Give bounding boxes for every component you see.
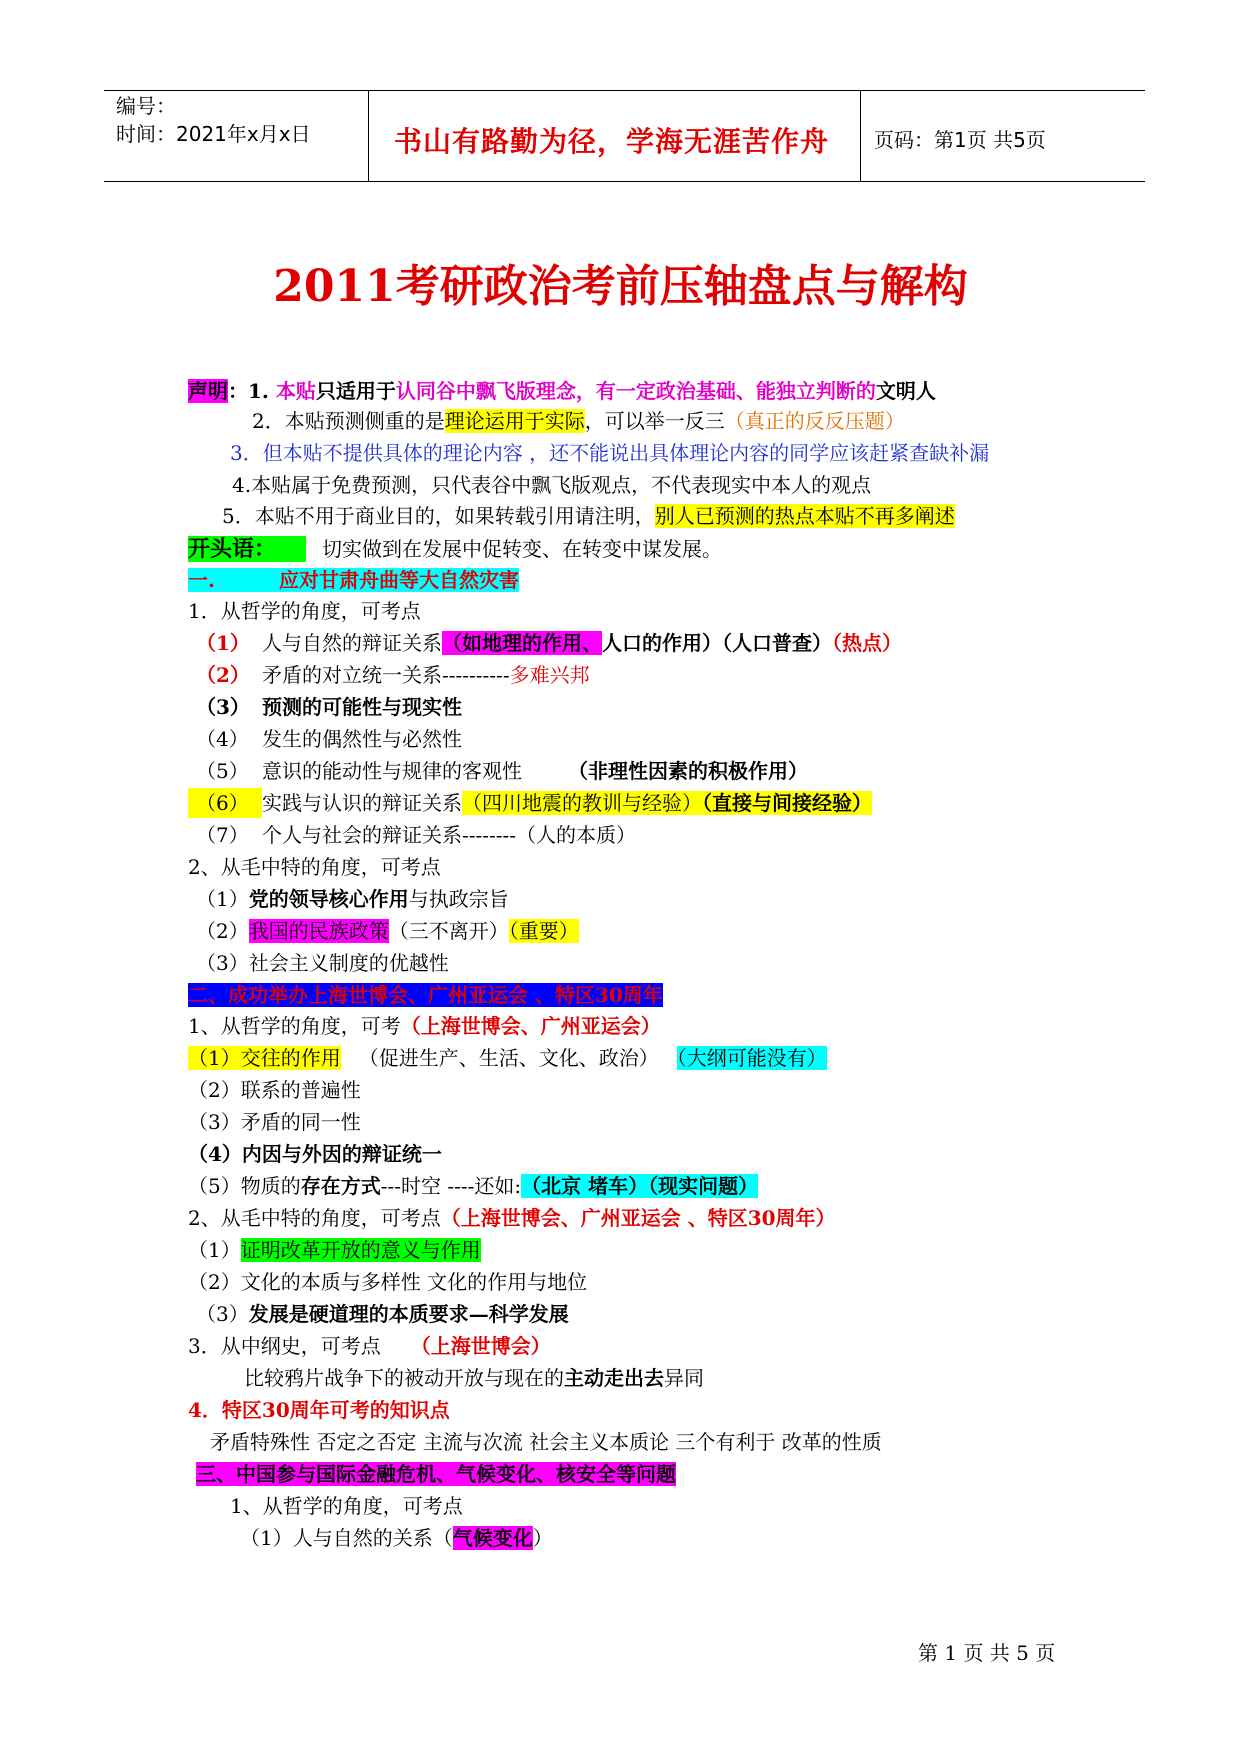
s2-mzt-item-1: （1）证明改革开放的意义与作用 — [188, 1238, 481, 1262]
section-3-heading: 三、中国参与国际金融危机、气候变化、核安全等问题 — [196, 1462, 676, 1486]
s1-item-3: （3） 预测的可能性与现实性 — [196, 695, 462, 719]
s1-mzt-item-2: （2）我国的民族政策（三不离开）（重要） — [196, 919, 579, 943]
s1-item-4: （4） 发生的偶然性与必然性 — [196, 727, 462, 751]
section-1-point-1: 1．从哲学的角度，可考点 — [188, 599, 421, 623]
s1-item-2: （2） 矛盾的对立统一关系----------多难兴邦 — [196, 663, 590, 687]
section-2-point-1: 1、从哲学的角度，可考（上海世博会、广州亚运会） — [188, 1014, 661, 1038]
section-2-point-3-text: 比较鸦片战争下的被动开放与现在的主动走出去异同 — [244, 1366, 704, 1390]
header-top-rule — [104, 90, 1145, 91]
s1-mzt-item-1: （1）党的领导核心作用与执政宗旨 — [196, 887, 509, 911]
opening-line: 开头语： 切实做到在发展中促转变、在转变中谋发展。 — [188, 536, 723, 562]
header-motto: 书山有路勤为径，学海无涯苦作舟 — [394, 125, 830, 158]
statement-label: 声明 — [188, 379, 228, 403]
statement-line-1: 声明：1. 本贴只适用于认同谷中飘飞版理念，有一定政治基础、能独立判断的文明人 — [188, 379, 936, 403]
header-page-label: 页码：第1页 共5页 — [874, 128, 1046, 152]
number-label: 编号： — [116, 94, 176, 118]
s2-mzt-item-2: （2）文化的本质与多样性 文化的作用与地位 — [188, 1270, 588, 1294]
section-3-point-1: 1、从哲学的角度，可考点 — [230, 1494, 463, 1518]
s1-item-5: （5） 意识的能动性与规律的客观性 （非理性因素的积极作用） — [196, 759, 808, 783]
page-footer: 第 1 页 共 5 页 — [918, 1641, 1056, 1665]
s1-item-1: （1） 人与自然的辩证关系（如地理的作用、人口的作用）（人口普查）（热点） — [196, 631, 902, 655]
header-bottom-rule — [104, 181, 1145, 182]
header-divider-left — [368, 90, 369, 182]
section-2-point-4: 4．特区30周年可考的知识点 — [188, 1398, 450, 1422]
s3-item-1: （1）人与自然的关系（气候变化） — [240, 1526, 553, 1550]
opening-label: 开头语： — [188, 536, 306, 562]
section-2-point-2: 2、从毛中特的角度，可考点（上海世博会、广州亚运会 、特区30周年） — [188, 1206, 836, 1230]
statement-line-2: 2．本贴预测侧重的是理论运用于实际，可以举一反三（真正的反反压题） — [252, 409, 905, 433]
header-divider-right — [860, 90, 861, 182]
s1-item-6: （6） 实践与认识的辩证关系（四川地震的教训与经验）（直接与间接经验） — [188, 788, 872, 818]
s2-item-3: （3）矛盾的同一性 — [188, 1110, 361, 1134]
section-2-heading: 二、成功举办上海世博会、广州亚运会 、特区30周年 — [188, 983, 663, 1007]
section-2-point-4-text: 矛盾特殊性 否定之否定 主流与次流 社会主义本质论 三个有利于 改革的性质 — [210, 1430, 882, 1454]
statement-line-4: 4.本贴属于免费预测，只代表谷中飘飞版观点，不代表现实中本人的观点 — [232, 473, 872, 497]
s2-item-1: （1）交往的作用 （促进生产、生活、文化、政治） （大纲可能没有） — [188, 1046, 827, 1070]
header-left-cell — [116, 92, 311, 148]
section-2-point-3: 3．从中纲史，可考点 （上海世博会） — [188, 1334, 551, 1358]
s2-mzt-item-3: （3）发展是硬道理的本质要求—科学发展 — [196, 1302, 569, 1326]
section-1-heading: 一. 应对甘肃舟曲等大自然灾害 — [188, 568, 519, 592]
section-1-point-2: 2、从毛中特的角度，可考点 — [188, 855, 441, 879]
page-header — [104, 90, 1145, 182]
document-title: 2011考研政治考前压轴盘点与解构 — [273, 261, 968, 312]
s1-mzt-item-3: （3）社会主义制度的优越性 — [196, 951, 449, 975]
s2-item-2: （2）联系的普遍性 — [188, 1078, 361, 1102]
time-label: 时间：2021年x月x日 — [116, 122, 311, 146]
statement-line-5: 5．本贴不用于商业目的，如果转载引用请注明，别人已预测的热点本贴不再多阐述 — [222, 504, 955, 528]
statement-line-3: 3．但本贴不提供具体的理论内容 ，还不能说出具体理论内容的同学应该赶紧查缺补漏 — [230, 441, 990, 465]
s2-item-5: （5）物质的存在方式---时空 ----还如:（北京 堵车）（现实问题） — [188, 1174, 759, 1198]
s1-item-7: （7） 个人与社会的辩证关系--------（人的本质） — [196, 823, 637, 847]
s2-item-4: （4）内因与外因的辩证统一 — [188, 1142, 442, 1166]
